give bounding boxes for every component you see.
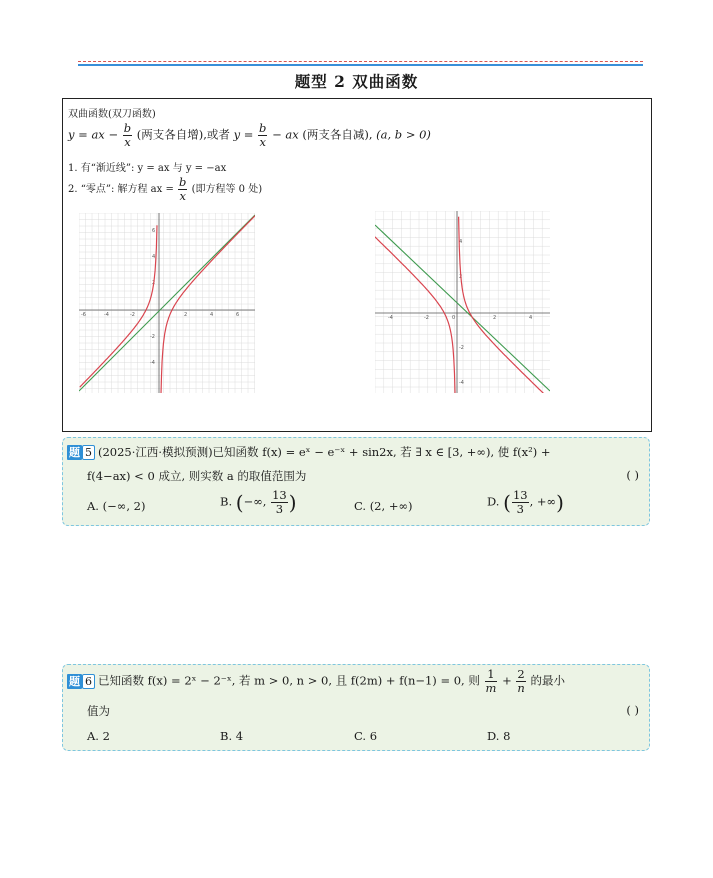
formula-note-increasing: (两支各自增),或者	[136, 127, 230, 142]
formula-ax: ax	[91, 127, 105, 142]
formula-y2: y	[233, 127, 241, 142]
question-5-line2: f(4−ax) < 0 成立, 则实数 a 的取值范围为	[87, 469, 307, 483]
hyperbola-branch-right	[161, 216, 255, 393]
formula-frac-b-over-x: $\frac{b}{x}$	[123, 121, 132, 149]
tick-label: -4	[104, 312, 109, 318]
intro-heading: 双曲函数(双刀函数)	[68, 109, 156, 120]
tick-label: 4	[529, 315, 533, 321]
question-5-line1	[67, 444, 551, 460]
tick-label: 2	[459, 274, 463, 280]
question-5-stem: (2025·江西·模拟预测)已知函数 f(x) = eˣ − e⁻ˣ + sin2x, 若 ∃ x ∈ [3, +∞), 使 f(x²) +	[98, 445, 551, 459]
intro-point-asymptote: 1. 有“渐近线”: y = ax 与 y = −ax	[68, 163, 227, 174]
header-dashed-rule	[78, 61, 643, 62]
tick-label: 2	[493, 315, 497, 321]
formula-minus: −	[108, 127, 119, 142]
question-6-stem: 已知函数 f(x) = 2ˣ − 2⁻ˣ, 若 m > 0, n > 0, 且 f(2m) + f(n−1) = 0, 则	[98, 673, 480, 688]
question-6-line1: 题 6 已知函数 f(x) = 2ˣ − 2⁻ˣ, 若 m > 0, n > 0, 且 f(2m) + f(n−1) = 0, 则 $\frac{1}{m}$ + $\frac{2}{n}$ 的最小	[69, 667, 565, 695]
intro-formula	[68, 123, 431, 148]
fraction-1-over-m: $\frac{1}{m}$	[485, 667, 497, 695]
header-blue-rule	[78, 64, 643, 66]
tick-label: -6	[81, 312, 86, 318]
tick-label: -4	[459, 380, 464, 386]
tick-label: -4	[388, 315, 393, 321]
option-b-fraction: $\frac{13}{3}$	[272, 488, 287, 516]
graph-decreasing-hyperbola	[375, 211, 550, 393]
hyperbola-branch-left	[80, 225, 157, 387]
tick-label: 4	[459, 239, 463, 245]
question-6-card	[62, 664, 650, 751]
formula-frac-b-over-x-2: $\frac{b}{x}$	[259, 121, 267, 149]
answer-blank: ( )	[626, 703, 639, 717]
option-d[interactable]: D. ( $\frac{13}{3}$ , +∞)	[487, 488, 564, 516]
option-c[interactable]: C. (2, +∞)	[354, 499, 413, 513]
fraction-2-over-n: $\frac{2}{n}$	[517, 667, 525, 695]
option-b[interactable]: B. 4	[220, 729, 244, 743]
tick-label: -2	[130, 312, 135, 318]
graph-increasing-hyperbola	[79, 213, 255, 393]
tick-label: 4	[210, 312, 214, 318]
option-d[interactable]: D. 8	[487, 729, 511, 743]
formula-minus-ax: − ax	[272, 127, 299, 142]
question-tag: 题	[69, 674, 80, 688]
tick-label: 6	[236, 312, 240, 318]
formula-eq2: =	[243, 127, 254, 142]
formula-condition: (a, b > 0)	[376, 127, 431, 142]
tick-label: -2	[424, 315, 429, 321]
option-a[interactable]: A. 2	[87, 729, 110, 743]
zero-frac-b-over-x: $\frac{b}{x}$	[179, 175, 187, 203]
question-tag: 题	[69, 446, 80, 459]
tick-label: 2	[152, 280, 156, 286]
tick-label: 6	[152, 228, 156, 234]
option-c[interactable]: C. 6	[354, 729, 378, 743]
question-5-card	[62, 437, 650, 526]
hyperbolic-function-summary-box	[62, 98, 652, 432]
option-a[interactable]: A. (−∞, 2)	[87, 499, 146, 513]
question-number: 5	[82, 445, 95, 460]
answer-blank: ( )	[626, 468, 639, 482]
question-number: 6	[82, 674, 95, 689]
formula-y: y	[68, 127, 75, 142]
formula-eq: =	[78, 127, 88, 142]
formula-note-decreasing: (两支各自减),	[302, 127, 373, 142]
tick-label: 0	[452, 315, 456, 321]
question-6-line2: 值为	[87, 704, 110, 718]
tick-label: 4	[152, 254, 156, 260]
tick-label: -4	[150, 360, 155, 366]
tick-label: -2	[459, 345, 464, 351]
tick-label: 2	[184, 312, 188, 318]
tick-label: -2	[150, 334, 155, 340]
option-b[interactable]: B. (−∞, $\frac{13}{3}$ )	[220, 488, 297, 516]
intro-point-zero: 2. “零点”: 解方程 ax = $\frac{b}{x}$ (即方程等 0 处)	[68, 175, 263, 203]
section-title: 题型 2 双曲函数	[294, 72, 419, 91]
option-d-fraction: $\frac{13}{3}$	[512, 488, 528, 516]
